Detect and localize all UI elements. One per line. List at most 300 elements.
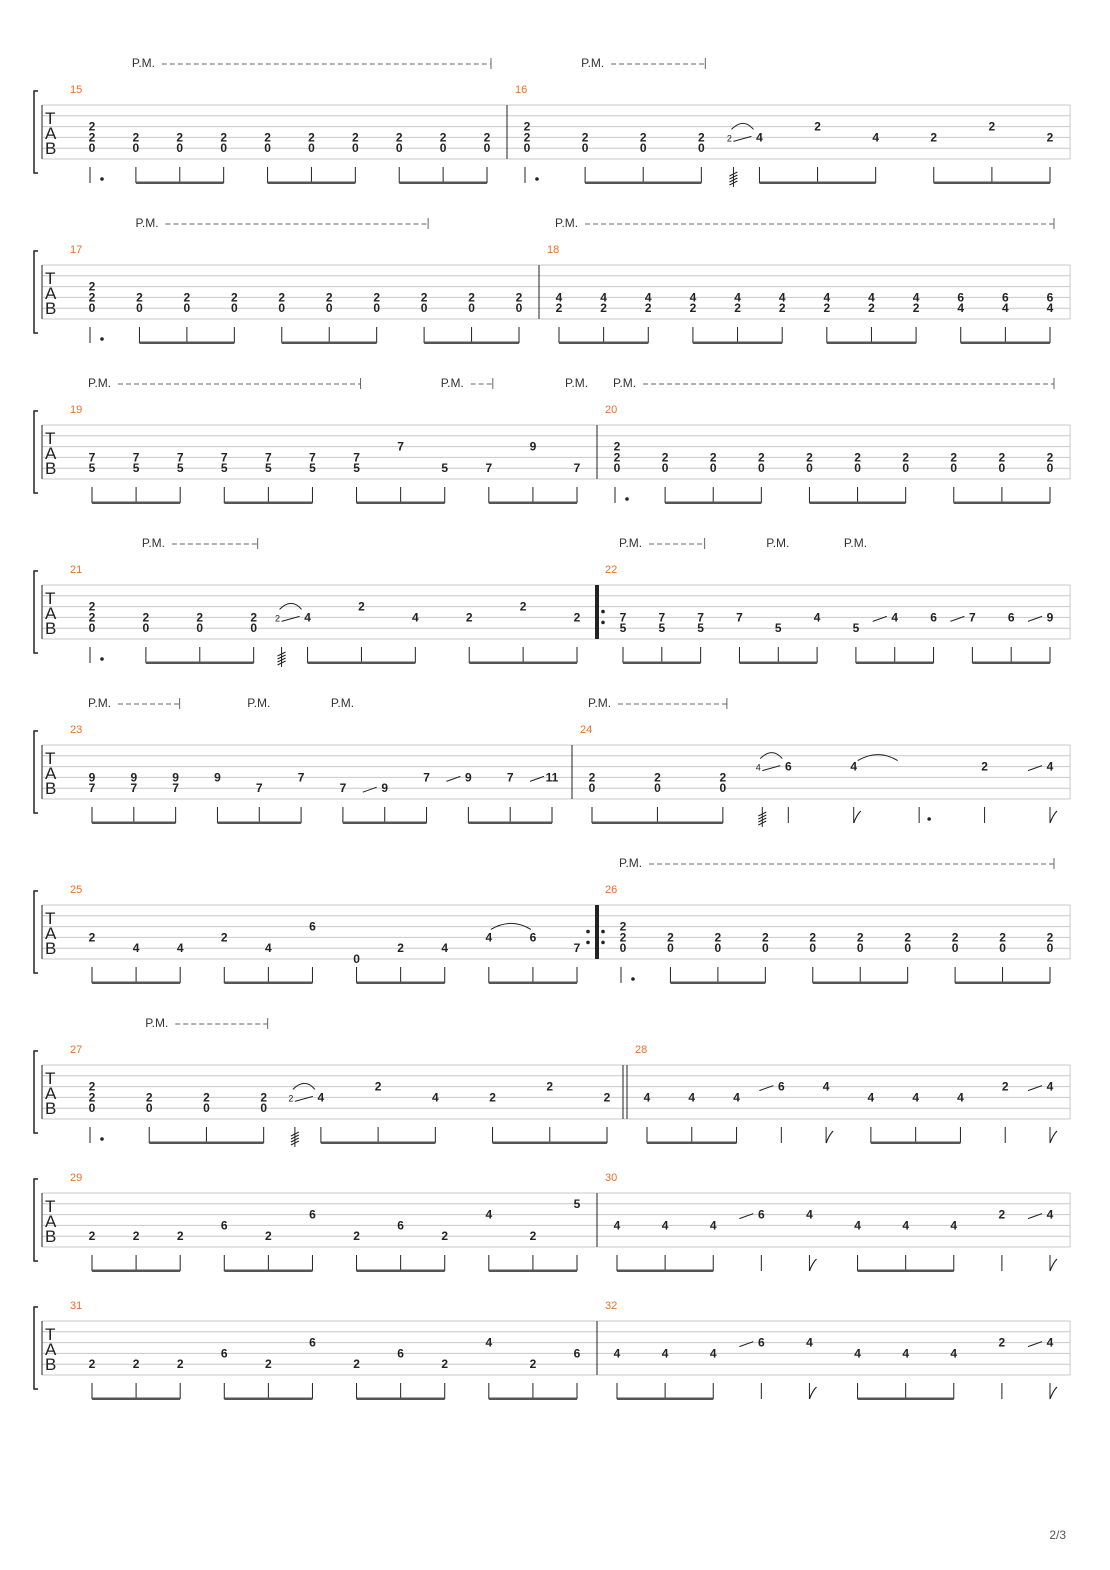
- fret-number: 7: [619, 610, 627, 625]
- fret-number: 0: [88, 141, 96, 156]
- tab-clef-letter: A: [45, 444, 57, 463]
- fret-number: 2: [88, 1229, 96, 1244]
- fret-number: 0: [483, 141, 491, 156]
- fret-number: 2: [308, 130, 315, 145]
- fret-number: 2: [132, 130, 140, 145]
- fret-number: 2: [613, 439, 621, 454]
- beam: [149, 1142, 263, 1145]
- beam: [617, 1398, 713, 1401]
- beam: [357, 1398, 445, 1401]
- beam: [217, 822, 301, 825]
- fret-number: 2: [600, 301, 607, 316]
- tab-clef-letter: A: [45, 124, 57, 143]
- palm-mute-label: P.M.: [247, 696, 271, 710]
- fret-number: 2: [439, 130, 447, 145]
- fret-number: 4: [854, 1346, 861, 1361]
- system-bracket: [34, 891, 38, 973]
- beam: [224, 982, 312, 985]
- fret-number: 0: [353, 952, 360, 966]
- palm-mute-label: P.M.: [565, 376, 589, 390]
- fret-number: 2: [420, 290, 428, 305]
- fret-number: 0: [661, 461, 669, 476]
- palm-mute-label: P.M.: [131, 56, 156, 70]
- fret-number: 4: [132, 941, 140, 956]
- fret-number: 2: [353, 1357, 360, 1372]
- fret-number: 4: [778, 290, 786, 305]
- fret-number: 2: [373, 290, 381, 305]
- fret-number: 2: [588, 770, 596, 785]
- palm-mute-label: P.M.: [141, 536, 166, 550]
- fret-number: 4: [644, 290, 652, 305]
- palm-mute-label: P.M.: [88, 376, 112, 390]
- fret-number: 2: [998, 450, 1006, 465]
- fret-number: 9: [1046, 610, 1054, 625]
- beam: [92, 982, 180, 985]
- fret-number: 7: [397, 439, 404, 454]
- palm-mute-label: P.M.: [145, 1016, 169, 1030]
- fret-number: 2: [809, 930, 817, 945]
- bar-number: 29: [70, 1172, 83, 1184]
- fret-number: 0: [588, 781, 596, 796]
- fret-number: 2: [88, 930, 96, 945]
- fret-number: 2: [265, 1357, 272, 1372]
- bar-number: 31: [70, 1300, 83, 1312]
- fret-number: 2: [220, 930, 228, 945]
- system-bracket: [34, 91, 38, 173]
- system-bracket: [34, 411, 38, 493]
- fret-number: 0: [523, 141, 531, 156]
- fret-number: 5: [265, 461, 272, 476]
- fret-number: 0: [373, 301, 381, 316]
- fret-number: 2: [264, 130, 271, 145]
- fret-number: 7: [573, 941, 581, 956]
- eighth-flag: [1050, 811, 1057, 823]
- eighth-flag: [826, 1131, 833, 1143]
- fret-number: 2: [697, 130, 705, 145]
- fret-number: 2: [88, 1357, 96, 1372]
- bar-number: 17: [70, 244, 83, 256]
- fret-number: 6: [529, 930, 537, 945]
- bar-number: 23: [70, 724, 83, 736]
- fret-number: 4: [813, 610, 821, 625]
- fret-number: 2: [1046, 130, 1054, 145]
- fret-number: 4: [709, 1346, 717, 1361]
- fret-number: 2: [689, 301, 697, 316]
- tab-clef-letter: A: [45, 1212, 57, 1231]
- fret-number: 2: [904, 930, 912, 945]
- fret-number: 2: [136, 290, 143, 305]
- fret-number: 2: [176, 1357, 184, 1372]
- fret-number: 2: [1046, 450, 1054, 465]
- fret-number: 2: [761, 930, 769, 945]
- fret-number: 2: [88, 130, 96, 145]
- fret-number: 2: [823, 301, 831, 316]
- grace-note-fret: 4: [755, 762, 761, 773]
- fret-number: 2: [88, 599, 96, 614]
- beam: [224, 1270, 312, 1273]
- fret-number: 0: [196, 621, 204, 636]
- fret-number: 6: [309, 1207, 316, 1222]
- fret-number: 0: [998, 461, 1006, 476]
- fret-number: 0: [806, 461, 813, 476]
- tab-clef-letter: T: [45, 269, 56, 288]
- fret-number: 2: [88, 290, 96, 305]
- repeat-start-thick-bar: [595, 585, 599, 639]
- fret-number: 2: [854, 450, 861, 465]
- fret-number: 2: [529, 1357, 537, 1372]
- tab-clef-letter: T: [45, 429, 56, 448]
- fret-number: 6: [309, 1335, 316, 1350]
- fret-number: 4: [1046, 301, 1054, 316]
- dot: [100, 177, 104, 181]
- fret-number: 5: [658, 621, 666, 636]
- fret-number: 2: [981, 759, 988, 774]
- fret-number: 0: [697, 141, 705, 156]
- beam: [146, 662, 254, 665]
- tab-clef-letter: T: [45, 1197, 56, 1216]
- fret-number: 0: [904, 941, 912, 956]
- fret-number: 9: [214, 770, 221, 785]
- bar-number: 30: [605, 1172, 618, 1184]
- fret-number: 2: [856, 930, 864, 945]
- fret-number: 2: [465, 610, 473, 625]
- fret-number: 2: [573, 610, 581, 625]
- fret-number: 4: [902, 1218, 910, 1233]
- beam: [224, 1398, 312, 1401]
- bar-number: 20: [605, 404, 618, 416]
- fret-number: 2: [220, 130, 228, 145]
- fret-number: 2: [176, 1229, 184, 1244]
- palm-mute-label: P.M.: [440, 376, 464, 390]
- fret-number: 0: [439, 141, 447, 156]
- beam: [468, 822, 552, 825]
- fret-number: 7: [969, 610, 976, 625]
- fret-number: 4: [957, 301, 965, 316]
- beam: [321, 1142, 435, 1145]
- fret-number: 2: [950, 450, 958, 465]
- fret-number: 4: [431, 1090, 439, 1105]
- fret-number: 2: [667, 930, 674, 945]
- tab-clef-letter: B: [45, 299, 57, 318]
- fret-number: 4: [265, 941, 272, 956]
- bar-number: 19: [70, 404, 83, 416]
- palm-mute-label: P.M.: [619, 536, 643, 550]
- fret-number: 4: [957, 1090, 964, 1105]
- beam: [954, 502, 1050, 505]
- fret-number: 2: [325, 290, 333, 305]
- fret-number: 4: [485, 1335, 493, 1350]
- beam: [739, 662, 817, 665]
- palm-mute-label: P.M.: [843, 536, 868, 550]
- fret-number: 6: [757, 1207, 765, 1222]
- fret-number: 0: [88, 301, 96, 316]
- grace-note-fret: 2: [288, 1093, 294, 1104]
- fret-number: 2: [519, 599, 527, 614]
- fret-number: 2: [441, 1357, 449, 1372]
- fret-number: 2: [142, 610, 150, 625]
- fret-number: 4: [485, 930, 493, 945]
- beam: [813, 982, 908, 985]
- fret-number: 0: [145, 1101, 153, 1116]
- tab-clef-letter: T: [45, 109, 56, 128]
- fret-number: 2: [603, 1090, 611, 1105]
- fret-number: 7: [88, 450, 96, 465]
- eighth-flag: [1050, 1387, 1057, 1399]
- fret-number: 6: [397, 1218, 404, 1233]
- beam: [858, 1270, 954, 1273]
- eighth-flag: [809, 1259, 816, 1271]
- fret-number: 4: [733, 1090, 740, 1105]
- beam: [92, 502, 180, 505]
- fret-number: 11: [545, 770, 559, 785]
- fret-number: 6: [220, 1218, 228, 1233]
- fret-number: 0: [183, 301, 191, 316]
- tab-clef-letter: A: [45, 1340, 57, 1359]
- fret-number: 2: [278, 290, 286, 305]
- fret-number: 9: [88, 770, 96, 785]
- fret-number: 0: [220, 141, 228, 156]
- fret-number: 5: [176, 461, 184, 476]
- beam: [858, 1398, 954, 1401]
- beam: [809, 502, 905, 505]
- fret-number: 0: [854, 461, 861, 476]
- fret-number: 7: [506, 770, 514, 785]
- beam: [489, 502, 577, 505]
- fret-number: 2: [902, 450, 910, 465]
- fret-number: 2: [613, 450, 621, 465]
- fret-number: 2: [639, 130, 647, 145]
- fret-number: 0: [325, 301, 333, 316]
- fret-number: 2: [1046, 930, 1054, 945]
- fret-number: 2: [132, 1229, 140, 1244]
- beam: [92, 822, 176, 825]
- fret-number: 2: [483, 130, 491, 145]
- fret-number: 0: [250, 621, 258, 636]
- fret-number: 4: [822, 1079, 830, 1094]
- eighth-flag: [809, 1387, 816, 1399]
- fret-number: 2: [654, 770, 661, 785]
- fret-number: 2: [88, 279, 96, 294]
- fret-number: 2: [912, 301, 920, 316]
- fret-number: 2: [719, 770, 727, 785]
- fret-number: 2: [1001, 1079, 1009, 1094]
- fret-number: 2: [230, 290, 238, 305]
- tab-clef-letter: T: [45, 589, 56, 608]
- bar-number: 22: [605, 564, 618, 576]
- fret-number: 7: [309, 450, 316, 465]
- fret-number: 4: [850, 759, 858, 774]
- fret-number: 0: [951, 941, 959, 956]
- fret-number: 7: [172, 781, 179, 796]
- fret-number: 0: [142, 621, 150, 636]
- fret-number: 2: [353, 1229, 360, 1244]
- fret-number: 4: [867, 1090, 875, 1105]
- fret-number: 0: [1046, 461, 1054, 476]
- palm-mute-label: P.M.: [588, 696, 612, 710]
- fret-number: 4: [441, 941, 449, 956]
- fret-number: 2: [260, 1090, 268, 1105]
- fret-number: 2: [619, 919, 627, 934]
- fret-number: 9: [130, 770, 138, 785]
- fret-number: 7: [265, 450, 272, 465]
- repeat-end-dot: [586, 941, 590, 945]
- fret-number: 7: [130, 781, 138, 796]
- fret-number: 6: [1046, 290, 1054, 305]
- fret-number: 0: [667, 941, 674, 956]
- fret-number: 7: [658, 610, 666, 625]
- fret-number: 4: [613, 1218, 621, 1233]
- fret-number: 0: [950, 461, 958, 476]
- beam: [357, 982, 445, 985]
- fret-number: 7: [573, 461, 581, 476]
- fret-number: 2: [930, 130, 938, 145]
- fret-number: 4: [1046, 1335, 1054, 1350]
- dot: [100, 1137, 104, 1141]
- tab-clef-letter: B: [45, 939, 57, 958]
- tab-clef-letter: A: [45, 284, 57, 303]
- fret-number: 4: [304, 610, 311, 625]
- fret-number: 4: [756, 130, 763, 145]
- fret-number: 2: [395, 130, 403, 145]
- fret-number: 6: [309, 919, 316, 934]
- fret-number: 5: [852, 621, 860, 636]
- fret-number: 2: [868, 301, 875, 316]
- fret-number: 4: [1046, 1207, 1054, 1222]
- fret-number: 5: [774, 621, 782, 636]
- fret-number: 0: [395, 141, 403, 156]
- beam: [665, 502, 761, 505]
- fret-number: 2: [814, 119, 821, 134]
- tab-clef-letter: B: [45, 779, 57, 798]
- fret-number: 0: [999, 941, 1006, 956]
- fret-number: 2: [88, 610, 96, 625]
- fret-number: 4: [872, 130, 880, 145]
- beam: [934, 182, 1050, 185]
- fret-number: 6: [930, 610, 937, 625]
- beam: [693, 342, 782, 345]
- fret-number: 2: [546, 1079, 554, 1094]
- fret-number: 2: [468, 290, 475, 305]
- eighth-flag: [854, 811, 861, 823]
- fret-number: 9: [381, 781, 389, 796]
- fret-number: 2: [951, 930, 959, 945]
- fret-number: 5: [220, 461, 228, 476]
- fret-number: 4: [806, 1207, 813, 1222]
- beam: [961, 342, 1050, 345]
- repeat-start-thick-bar: [595, 905, 599, 959]
- palm-mute-label: P.M.: [88, 696, 112, 710]
- fret-number: 2: [714, 930, 722, 945]
- fret-number: 2: [555, 301, 563, 316]
- system-bracket: [34, 571, 38, 653]
- fret-number: 4: [950, 1218, 958, 1233]
- fret-number: 4: [854, 1218, 861, 1233]
- fret-number: 7: [297, 770, 305, 785]
- fret-number: 2: [196, 610, 204, 625]
- fret-number: 0: [809, 941, 817, 956]
- fret-number: 2: [441, 1229, 449, 1244]
- fret-number: 4: [600, 290, 607, 305]
- fret-number: 2: [132, 1357, 140, 1372]
- fret-number: 2: [806, 450, 813, 465]
- dot: [100, 657, 104, 661]
- fret-number: 0: [88, 1101, 96, 1116]
- fret-number: 2: [515, 290, 523, 305]
- fret-number: 4: [868, 290, 875, 305]
- fret-number: 4: [823, 290, 831, 305]
- system-bracket: [34, 1179, 38, 1261]
- fret-number: 4: [1046, 759, 1054, 774]
- fret-number: 0: [761, 941, 769, 956]
- fret-number: 5: [132, 461, 140, 476]
- fret-number: 4: [891, 610, 899, 625]
- repeat-dot: [601, 930, 605, 934]
- bar-number: 25: [70, 884, 83, 896]
- beam: [92, 1398, 180, 1401]
- bar-number: 32: [605, 1300, 618, 1312]
- fret-number: 6: [777, 1079, 785, 1094]
- tab-clef-letter: A: [45, 604, 57, 623]
- fret-number: 4: [1002, 301, 1009, 316]
- bar-number: 24: [580, 724, 593, 736]
- tab-clef-letter: B: [45, 1355, 57, 1374]
- beam: [647, 1142, 737, 1145]
- fret-number: 0: [714, 941, 722, 956]
- fret-number: 4: [176, 941, 184, 956]
- fret-number: 2: [145, 1090, 153, 1105]
- page-number: 2/3: [1049, 1528, 1066, 1542]
- beam: [489, 982, 577, 985]
- fret-number: 2: [523, 130, 531, 145]
- system-bracket: [34, 1051, 38, 1133]
- fret-number: 0: [136, 301, 143, 316]
- fret-number: 4: [688, 1090, 696, 1105]
- fret-number: 7: [353, 450, 360, 465]
- fret-number: 5: [309, 461, 316, 476]
- fret-number: 2: [581, 130, 589, 145]
- fret-number: 0: [719, 781, 727, 796]
- system-bracket: [34, 1307, 38, 1389]
- fret-number: 0: [468, 301, 475, 316]
- beam: [357, 502, 445, 505]
- beam: [92, 1270, 180, 1273]
- fret-number: 0: [260, 1101, 268, 1116]
- fret-number: 6: [1002, 290, 1009, 305]
- dot: [625, 497, 629, 501]
- fret-number: 2: [661, 450, 669, 465]
- fret-number: 4: [950, 1346, 958, 1361]
- fret-number: 4: [411, 610, 419, 625]
- fret-number: 5: [441, 461, 449, 476]
- fret-number: 5: [353, 461, 360, 476]
- fret-number: 7: [132, 450, 140, 465]
- fret-number: 2: [176, 130, 184, 145]
- beam: [559, 342, 648, 345]
- fret-number: 7: [255, 781, 263, 796]
- bar-number: 16: [515, 84, 528, 96]
- fret-number: 4: [806, 1335, 813, 1350]
- tab-clef-letter: B: [45, 459, 57, 478]
- fret-number: 5: [619, 621, 627, 636]
- fret-number: 6: [220, 1346, 228, 1361]
- fret-number: 5: [88, 461, 96, 476]
- bar-number: 28: [635, 1044, 648, 1056]
- beam: [424, 342, 519, 345]
- fret-number: 0: [351, 141, 359, 156]
- fret-number: 6: [784, 759, 792, 774]
- fret-number: 0: [132, 141, 140, 156]
- palm-mute-label: P.M.: [555, 216, 579, 230]
